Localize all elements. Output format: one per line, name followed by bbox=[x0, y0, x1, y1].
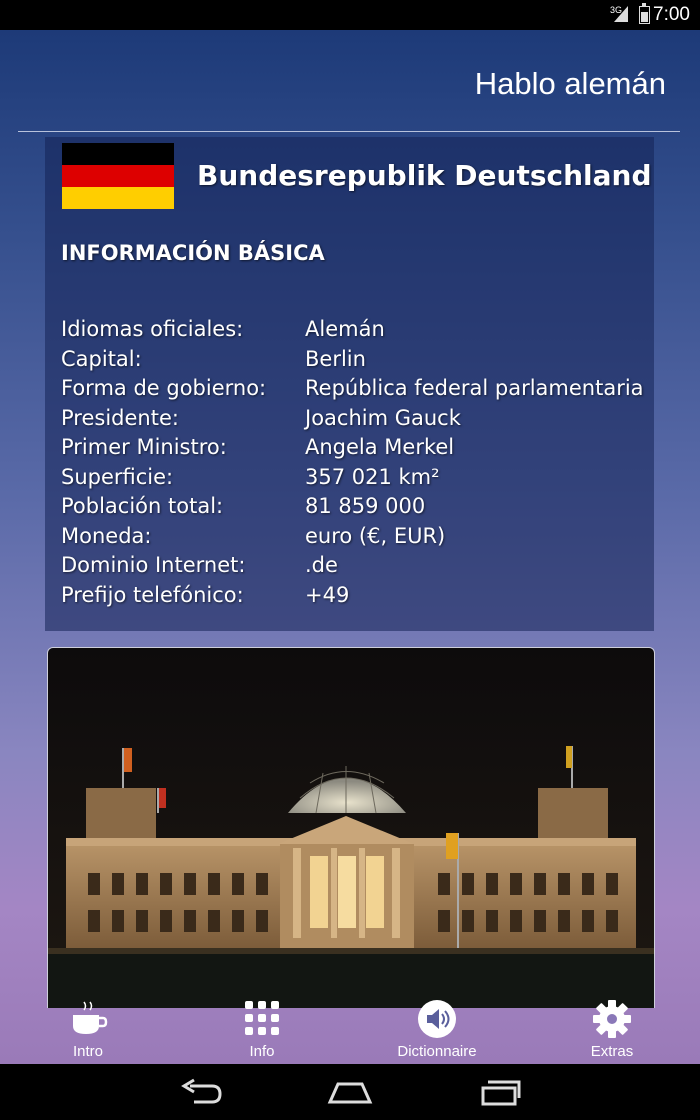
country-name: Bundesrepublik Deutschland bbox=[197, 159, 652, 192]
fact-value: Angela Merkel bbox=[305, 435, 455, 459]
fact-label: Dominio Internet: bbox=[61, 553, 246, 577]
flag-stripe-red bbox=[62, 165, 174, 187]
speaker-icon bbox=[417, 999, 457, 1043]
fact-label: Capital: bbox=[61, 346, 142, 371]
fact-value: 357 021 km² bbox=[305, 464, 440, 489]
back-icon[interactable] bbox=[180, 1078, 224, 1110]
network-type: 3G bbox=[609, 5, 622, 15]
tab-dictionnaire[interactable] bbox=[367, 994, 507, 1064]
country-info-card bbox=[45, 137, 654, 631]
tab-label: Intro bbox=[72, 1043, 103, 1060]
grid-dots-icon bbox=[243, 999, 281, 1041]
fact-label: Primer Ministro: bbox=[61, 435, 227, 459]
fact-label: Población total: bbox=[61, 494, 224, 518]
coffee-cup-icon bbox=[68, 999, 108, 1043]
fact-label: Forma de gobierno: bbox=[61, 376, 267, 400]
bottom-tab-bar bbox=[0, 994, 700, 1064]
tab-label: Info bbox=[249, 1043, 275, 1060]
header-divider bbox=[18, 131, 680, 132]
flag-stripe-black bbox=[62, 143, 174, 165]
clock: 7:00 bbox=[653, 4, 690, 25]
tab-info[interactable] bbox=[192, 994, 332, 1064]
home-icon[interactable] bbox=[327, 1078, 373, 1110]
tab-label: Dictionnaire bbox=[397, 1043, 477, 1060]
gear-icon bbox=[592, 999, 632, 1043]
fact-label: Superficie: bbox=[61, 464, 174, 489]
fact-value: .de bbox=[305, 553, 338, 577]
fact-label: Presidente: bbox=[61, 405, 179, 430]
tab-intro[interactable] bbox=[18, 994, 158, 1064]
reichstag-illustration bbox=[48, 648, 654, 1008]
fact-value: República federal parlamentaria bbox=[305, 376, 644, 400]
fact-value: Joachim Gauck bbox=[305, 405, 461, 430]
fact-value: 81 859 000 bbox=[305, 494, 426, 518]
fact-value: Alemán bbox=[305, 317, 385, 341]
fact-label: Prefijo telefónico: bbox=[61, 582, 244, 607]
fact-value: +49 bbox=[305, 582, 350, 607]
app-title: Hablo alemán bbox=[474, 66, 666, 101]
tab-extras[interactable] bbox=[542, 994, 682, 1064]
tab-label: Extras bbox=[590, 1043, 634, 1060]
fact-label: Moneda: bbox=[61, 523, 152, 548]
battery-icon bbox=[639, 6, 650, 24]
system-nav-bar bbox=[0, 1064, 700, 1120]
app-screen bbox=[0, 30, 700, 1064]
germany-flag bbox=[62, 143, 174, 209]
recents-icon[interactable] bbox=[479, 1078, 523, 1110]
fact-label: Idiomas oficiales: bbox=[61, 317, 244, 341]
fact-value: Berlin bbox=[305, 346, 366, 371]
section-title: INFORMACIÓN BÁSICA bbox=[61, 241, 325, 265]
signal-icon bbox=[614, 6, 628, 22]
reichstag-photo bbox=[47, 647, 655, 1008]
fact-value: euro (€, EUR) bbox=[305, 523, 446, 548]
status-bar bbox=[0, 0, 700, 30]
flag-stripe-gold bbox=[62, 187, 174, 209]
